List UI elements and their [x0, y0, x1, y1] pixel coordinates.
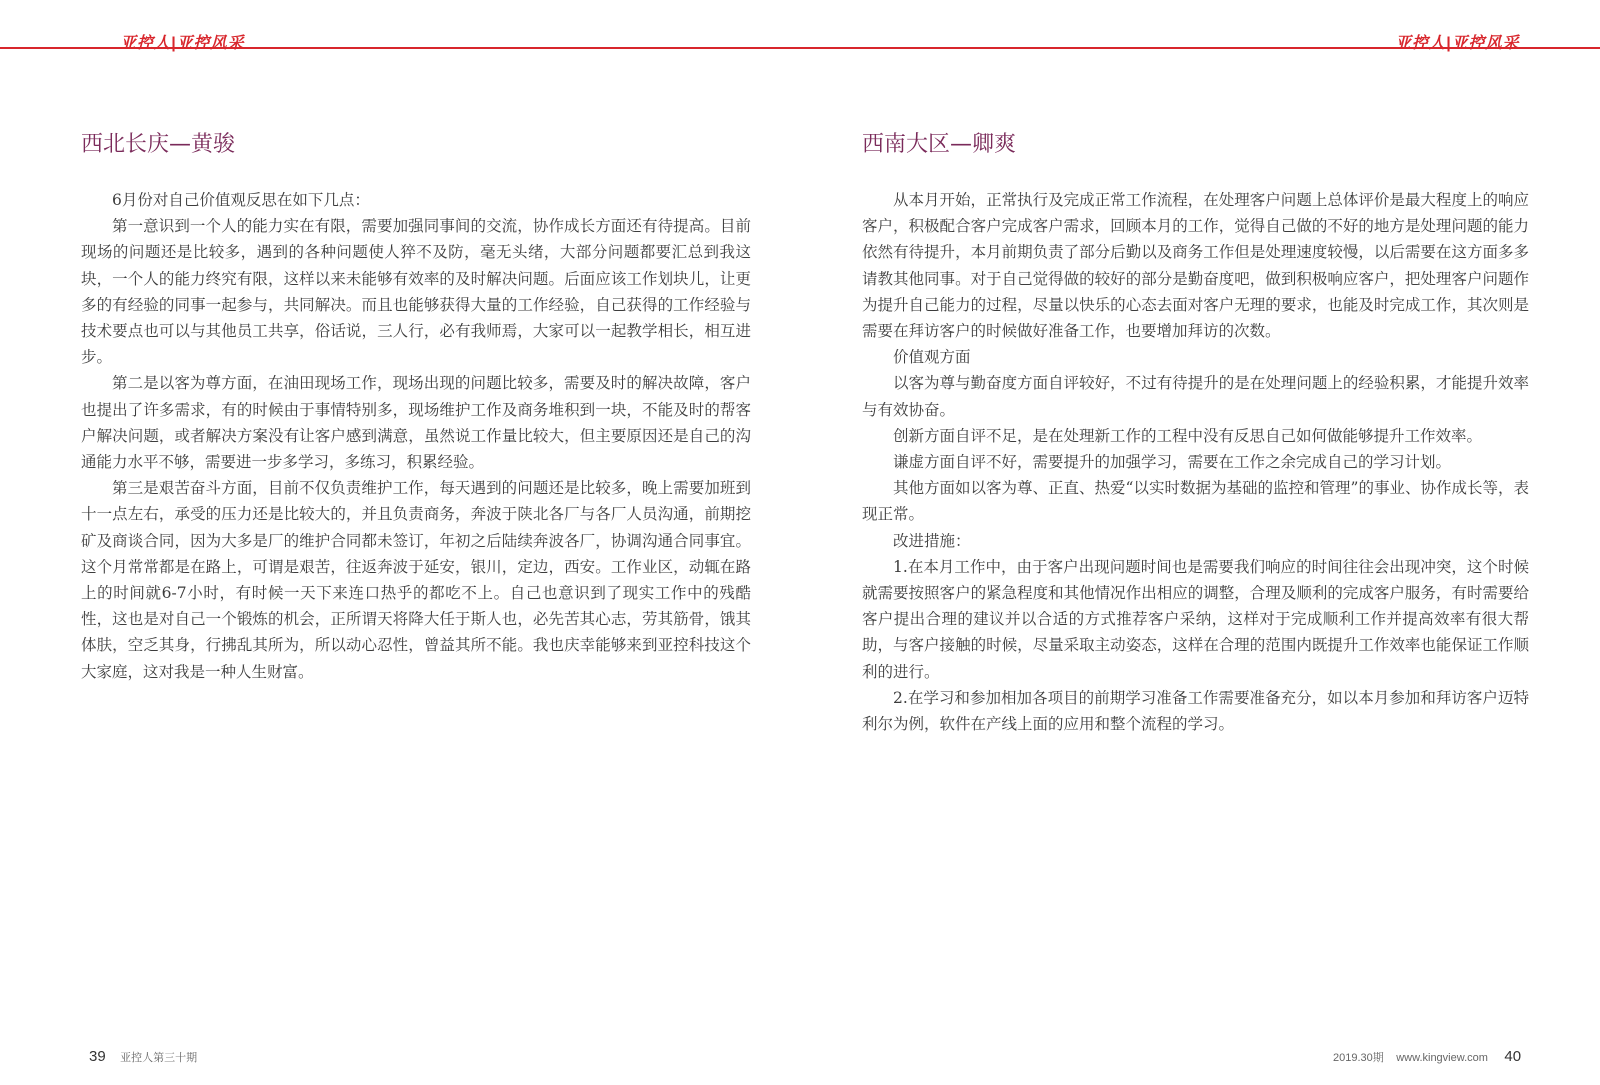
left-article-title: 西北长庆—黄骏: [81, 132, 236, 157]
right-paragraph: 其他方面如以客为尊、正直、热爱“以实时数据为基础的监控和管理”的事业、协作成长等，表现正常。: [862, 479, 1529, 524]
right-paragraph: 以客为尊与勤奋度方面自评较好，不过有待提升的是在处理问题上的经验积累，才能提升效率与有效协奋。: [862, 374, 1529, 419]
header-brand-right: 亚控人|亚控风采: [1395, 35, 1520, 52]
left-paragraph: 6月份对自己价值观反思在如下几点：: [112, 191, 370, 209]
right-article-title: 西南大区—卿爽: [862, 132, 1017, 157]
issue-label-right: 2019.30期: [1333, 1052, 1384, 1064]
right-paragraph: 谦虚方面自评不好，需要提升的加强学习，需要在工作之余完成自己的学习计划。: [893, 453, 1452, 472]
left-paragraph: 第三是艰苦奋斗方面，目前不仅负责维护工作，每天遇到的问题还是比较多，晚上需要加班到十一点左右，承受的压力还是比较大的，并且负责商务，奔波于陕北各厂与各厂人员沟通，前期挖矿及商谈合同，因为大多是厂的维护合同都未签订，年初之后陆续奔波各厂，协调沟通合同事宜。这个月常常都是在路上，可谓是艰苦，往返奔波于延安，银川，定边，西安。工作业区，动辄在路上的时间就6-7小时，有时候一天下来连口热乎的都吃不上。自己也意识到了现实工作中的残酷性，这也是对自己一个锻炼的机会，正所谓天将降大任于斯人也，必先苦其心志，劳其筋骨，饿其体肤，空乏其身，行拂乱其所为，所以动心忍性，曾益其所不能。我也庆幸能够来到亚控科技这个大家庭，这对我是一种人生财富。: [81, 479, 751, 681]
left-paragraph: 第二是以客为尊方面，在油田现场工作，现场出现的问题比较多，需要及时的解决故障，客户也提出了许多需求，有的时候由于事情特别多，现场维护工作及商务堆积到一块，不能及时的帮客户解决问题，或者解决方案没有让客户感到满意，虽然说工作量比较大，但主要原因还是自己的沟通能力水平不够，需要进一步多学习，多练习，积累经验。: [81, 374, 751, 472]
right-paragraph: 2.在学习和参加相加各项目的前期学习准备工作需要准备充分，如以本月参加和拜访客户迈特利尔为例，软件在产线上面的应用和整个流程的学习。: [862, 688, 1529, 734]
footer-right: [1333, 1048, 1521, 1066]
website-url: www.kingview.com: [1396, 1052, 1488, 1064]
left-article: [81, 130, 751, 685]
right-article: [862, 130, 1529, 737]
header-brand-left: 亚控人|亚控风采: [120, 35, 245, 52]
right-paragraph: 从本月开始，正常执行及完成正常工作流程，在处理客户问题上总体评价是最大程度上的响应客户，积极配合客户完成客户需求，回顾本月的工作，觉得自己做的不好的地方是处理问题的能力依然有待提升，本月前期负责了部分后勤以及商务工作但是处理速度较慢，以后需要在这方面多多请教其他同事。对于自己觉得做的较好的部分是勤奋度吧，做到积极响应客户，把处理客户问题作为提升自己能力的过程，尽量以快乐的心态去面对客户无理的要求，也能及时完成工作，其次则是需要在拜访客户的时候做好准备工作，也要增加拜访的次数。: [862, 191, 1529, 341]
left-paragraph: 第一意识到一个人的能力实在有限，需要加强同事间的交流，协作成长方面还有待提高。目前现场的问题还是比较多，遇到的各种问题使人猝不及防，毫无头绪，大部分问题都要汇总到我这块，一个人的能力终究有限，这样以来未能够有效率的及时解决问题。后面应该工作划块儿，让更多的有经验的同事一起参与，共同解决。而且也能够获得大量的工作经验，自己获得的工作经验与技术要点也可以与其他员工共享，俗话说，三人行，必有我师焉，大家可以一起教学相长，相互进步。: [81, 217, 751, 367]
right-paragraph: 创新方面自评不足，是在处理新工作的工程中没有反思自己如何做能够提升工作效率。: [893, 426, 1483, 445]
right-paragraph: 改进措施：: [893, 531, 971, 550]
right-paragraph: 1.在本月工作中，由于客户出现问题时间也是需要我们响应的时间往往会出现冲突，这个时候就需要按照客户的紧急程度和其他情况作出相应的调整，合理及顺利的完成客户服务，有时需要给客户提出合理的建议并以合适的方式推荐客户采纳，这样对于完成顺利工作并提高效率有很大帮助，与客户接触的时候，尽量采取主动姿态，这样在合理的范围内既提升工作效率也能保证工作顺利的进行。: [862, 557, 1529, 681]
page-number-left: 39: [89, 1048, 106, 1065]
page-number-right: 40: [1504, 1048, 1522, 1065]
right-paragraph: 价值观方面: [893, 348, 971, 367]
footer-left: [89, 1048, 197, 1066]
publication-issue-left: 亚控人第三十期: [120, 1052, 198, 1064]
